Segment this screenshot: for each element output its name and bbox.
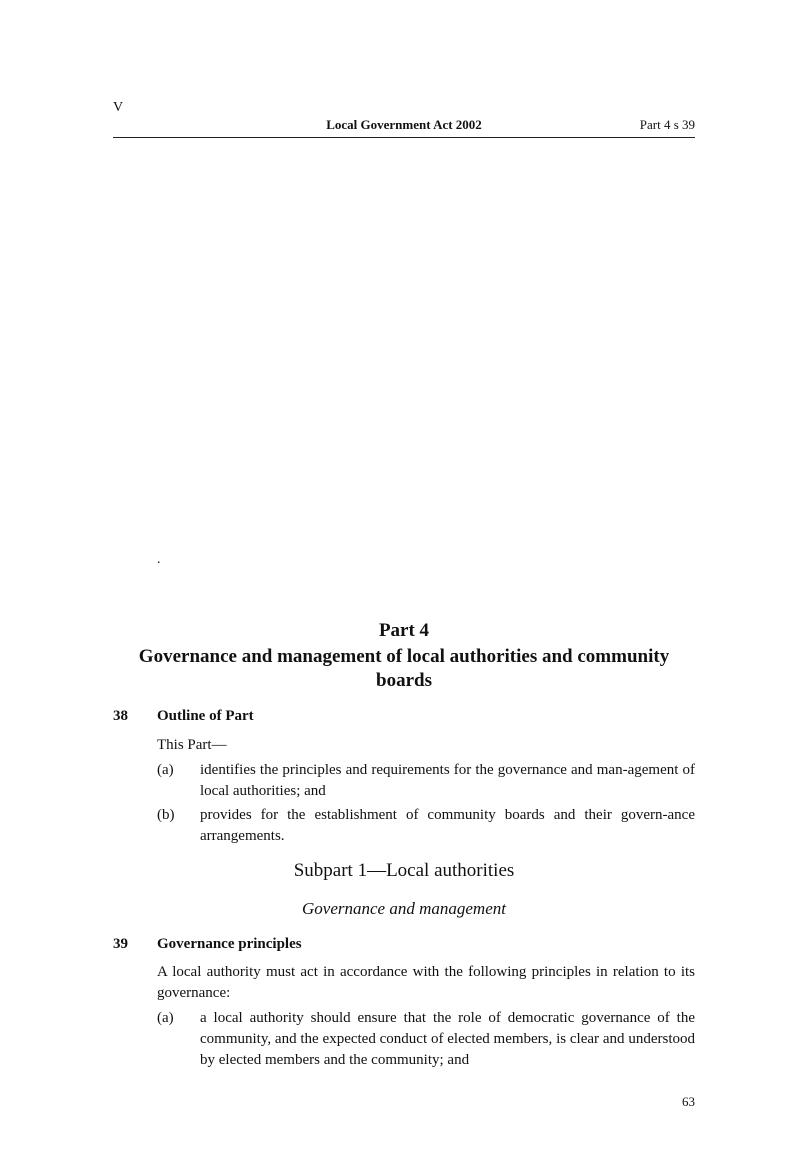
page-number: 63	[682, 1094, 695, 1109]
crossheading: Governance and management	[302, 899, 506, 918]
paragraph-text: a local authority should ensure that the role of democratic governance of the community, and the expected conduct of elected members, is clear and understood by elected members and the community; and	[200, 1010, 695, 1068]
running-header-title: Local Government Act 2002	[326, 117, 482, 132]
part-heading: Governance and management of local authorities and community boards	[138, 646, 670, 691]
paragraph-label: (a)	[157, 762, 174, 778]
section-title: Outline of Part	[157, 708, 254, 724]
header-divider	[113, 137, 695, 138]
paragraph-text: identifies the principles and requirements for the governance and man-agement of local authorities; and	[200, 762, 695, 799]
stray-mark: .	[157, 552, 161, 567]
section-intro: This Part—	[157, 737, 227, 753]
section-number: 38	[113, 708, 128, 724]
section-intro: A local authority must act in accordance with the following principles in relation to its governance:	[157, 964, 695, 1001]
section-number: 39	[113, 936, 128, 952]
part-number: Part 4	[378, 620, 430, 641]
paragraph-label: (a)	[157, 1010, 174, 1026]
version-mark: V	[113, 100, 124, 115]
running-header-reference: Part 4 s 39	[639, 117, 695, 132]
section-title: Governance principles	[157, 936, 302, 952]
paragraph-text: provides for the establishment of community boards and their govern-ance arrangements.	[200, 807, 695, 844]
subpart-heading: Subpart 1—Local authorities	[293, 860, 515, 881]
paragraph-label: (b)	[157, 807, 175, 823]
